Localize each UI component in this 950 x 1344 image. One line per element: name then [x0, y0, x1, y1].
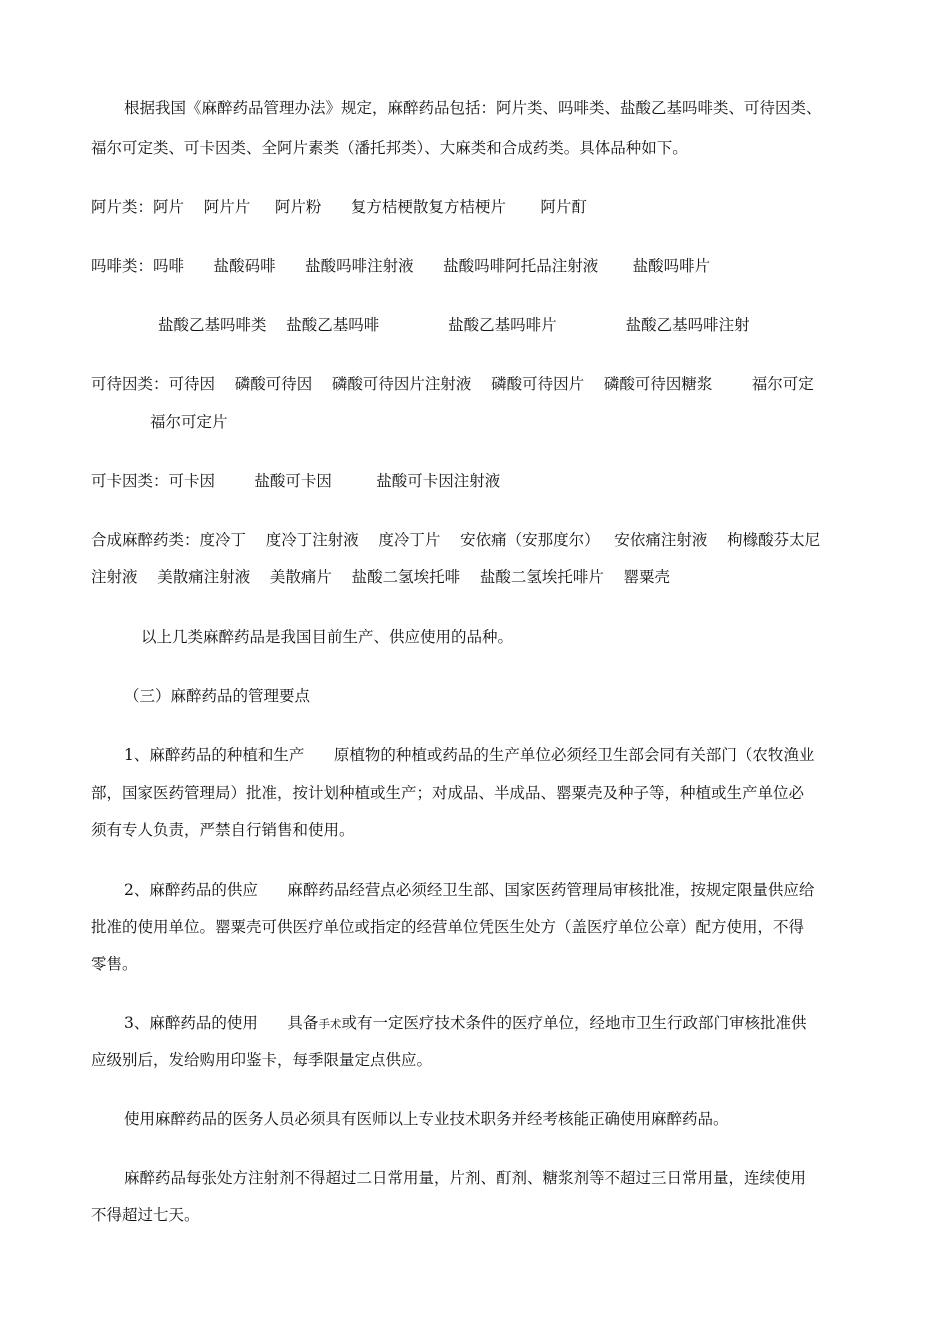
point3-line-1: [124, 1013, 806, 1034]
morphine-category-line-1: 吗啡类：吗啡 盐酸码啡 盐酸吗啡注射液 盐酸吗啡阿托品注射液 盐酸吗啡片: [91, 257, 711, 275]
prescription-rule-line-1: 麻醉药品每张处方注射剂不得超过二日常用量，片剂、酊剂、糖浆剂等不超过三日常用量，连续使用: [124, 1169, 807, 1187]
codeine-category-line-2: 福尔可定片: [150, 413, 228, 431]
summary-text: 以上几类麻醉药品是我国目前生产、供应使用的品种。: [141, 628, 514, 646]
section-heading: （三）麻醉药品的管理要点: [124, 687, 311, 705]
opium-category: 阿片类：阿片 阿片片 阿片粉 复方桔梗散复方桔梗片 阿片酊: [91, 198, 587, 216]
morphine-category-line-2: 盐酸乙基吗啡类 盐酸乙基吗啡 盐酸乙基吗啡片 盐酸乙基吗啡注射: [158, 316, 750, 334]
point2-line-1: 2、麻醉药品的供应 麻醉药品经营点必须经卫生部、国家医药管理局审核批准，按规定限量供应给: [124, 881, 815, 899]
point3-line-2: 应级别后，发给购用印鉴卡，每季限量定点供应。: [91, 1051, 433, 1069]
staff-rule: 使用麻醉药品的医务人员必须具有医师以上专业技术职务并经考核能正确使用麻醉药品。: [124, 1110, 729, 1128]
synthetic-category-line-1: 合成麻醉药类：度冷丁 度冷丁注射液 度冷丁片 安依痛（安那度尔） 安依痛注射液 枸橼酸芬太尼: [91, 531, 821, 549]
codeine-category-line-1: 可待因类：可待因 磷酸可待因 磷酸可待因片注射液 磷酸可待因片 磷酸可待因糖浆 福尔可定: [91, 375, 814, 393]
intro-line-2: 福尔可定类、可卡因类、全阿片素类（潘托邦类）、大麻类和合成药类。具体品种如下。: [91, 139, 688, 157]
point3-line-1-start: 3、麻醉药品的使用 具备: [124, 1014, 319, 1032]
point2-line-3: 零售。: [91, 955, 138, 973]
cocaine-category: 可卡因类：可卡因 盐酸可卡因 盐酸可卡因注射液: [91, 472, 501, 490]
synthetic-category-line-2: 注射液 美散痛注射液 美散痛片 盐酸二氢埃托啡 盐酸二氢埃托啡片 罂粟壳: [91, 568, 671, 586]
point3-line-1-end: 或有一定医疗技术条件的医疗单位，经地市卫生行政部门审核批准供: [341, 1014, 807, 1032]
prescription-rule-line-2: 不得超过七天。: [91, 1206, 200, 1224]
point2-line-2: 批准的使用单位。罂粟壳可供医疗单位或指定的经营单位凭医生处方（盖医疗单位公章）配方使用，不得: [91, 918, 805, 936]
intro-line-1: 根据我国《麻醉药品管理办法》规定，麻醉药品包括：阿片类、吗啡类、盐酸乙基吗啡类、可待因类、: [124, 99, 822, 117]
point3-surgery-small-text: 手术: [318, 1017, 342, 1031]
point1-line-3: 须有专人负责，严禁自行销售和使用。: [91, 821, 355, 839]
point1-line-1: 1、麻醉药品的种植和生产 原植物的种植或药品的生产单位必须经卫生部会同有关部门（农牧渔业: [124, 746, 815, 764]
point1-line-2: 部，国家医药管理局）批准，按计划种植或生产；对成品、半成品、罂粟壳及种子等，种植或生产单位必: [91, 784, 805, 802]
